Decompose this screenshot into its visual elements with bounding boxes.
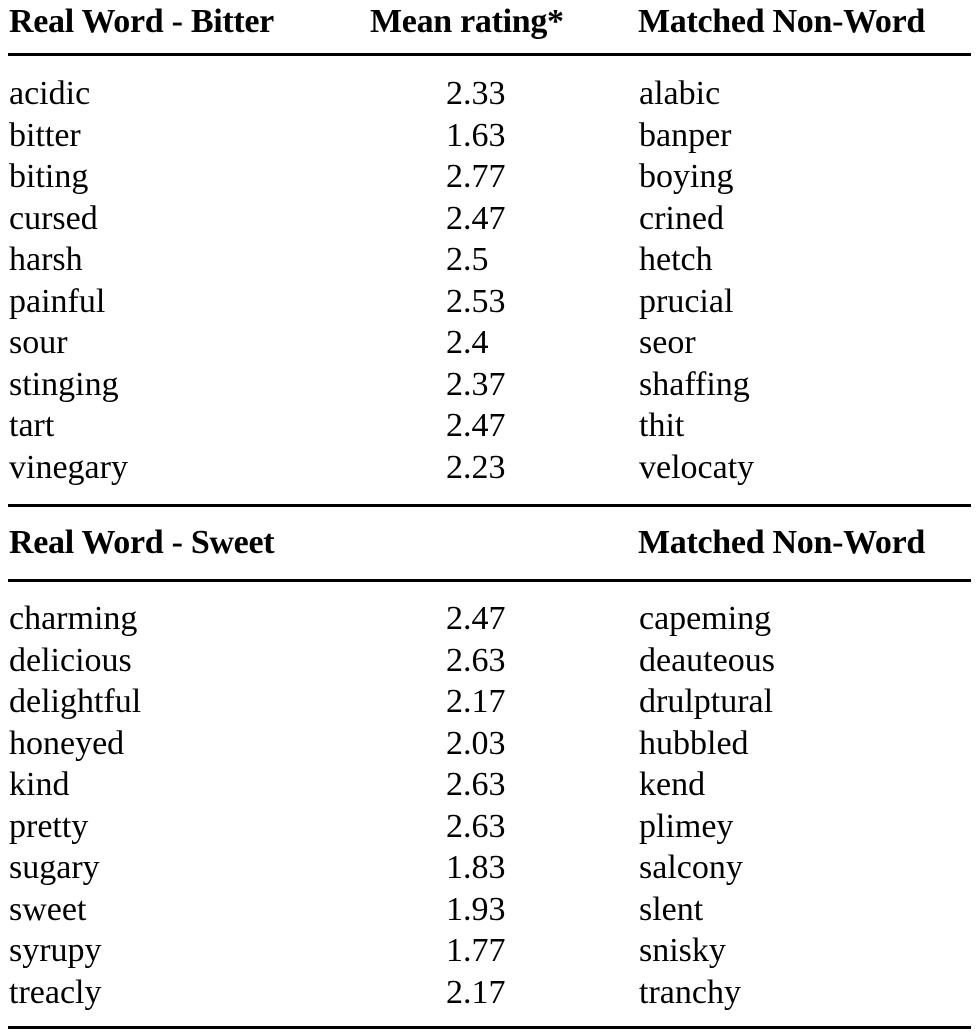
table-row bbox=[0, 681, 979, 723]
table-row bbox=[0, 847, 979, 889]
real-word-cell: acidic bbox=[9, 75, 91, 112]
mean-rating-cell: 2.03 bbox=[446, 724, 506, 762]
matched-non-word-cell: deauteous bbox=[639, 641, 775, 679]
matched-non-word-cell: capeming bbox=[639, 600, 772, 637]
real-word-cell: kind bbox=[9, 766, 70, 803]
matched-non-word-cell: salcony bbox=[639, 849, 743, 886]
matched-non-word-cell: banper bbox=[639, 116, 732, 154]
table-row bbox=[0, 281, 979, 323]
table-row bbox=[0, 73, 979, 115]
table-row bbox=[0, 156, 979, 198]
header-real-word-bitter: Real Word - Bitter bbox=[9, 3, 274, 40]
mean-rating-cell: 2.63 bbox=[446, 807, 506, 845]
mean-rating-cell: 2.17 bbox=[446, 973, 506, 1011]
matched-non-word-cell: seor bbox=[639, 324, 696, 361]
real-word-cell: syrupy bbox=[9, 932, 102, 969]
matched-non-word-cell: snisky bbox=[639, 932, 726, 969]
mean-rating-cell: 2.47 bbox=[446, 199, 506, 237]
header-matched-non-word-sweet: Matched Non-Word bbox=[638, 524, 926, 561]
mean-rating-cell: 2.63 bbox=[446, 766, 506, 803]
table-row bbox=[0, 640, 979, 682]
real-word-cell: sour bbox=[9, 324, 68, 361]
matched-non-word-cell: velocaty bbox=[639, 448, 755, 486]
table-row bbox=[0, 447, 979, 489]
table-row bbox=[0, 198, 979, 240]
matched-non-word-cell: slent bbox=[639, 890, 704, 928]
real-word-cell: delicious bbox=[9, 641, 132, 679]
real-word-cell: delightful bbox=[9, 683, 142, 720]
mean-rating-cell: 2.33 bbox=[446, 75, 506, 112]
mean-rating-cell: 2.47 bbox=[446, 407, 506, 444]
header-rule bbox=[8, 53, 971, 56]
mean-rating-cell: 2.53 bbox=[446, 282, 506, 320]
mean-rating-cell: 2.47 bbox=[446, 600, 506, 637]
mean-rating-cell: 1.77 bbox=[446, 932, 506, 969]
matched-non-word-cell: hetch bbox=[639, 241, 713, 278]
matched-non-word-cell: prucial bbox=[639, 282, 734, 320]
real-word-cell: bitter bbox=[9, 116, 81, 154]
real-word-cell: sugary bbox=[9, 849, 100, 886]
real-word-cell: biting bbox=[9, 158, 89, 195]
real-word-cell: treacly bbox=[9, 973, 102, 1011]
table-row bbox=[0, 239, 979, 281]
section-divider-rule bbox=[8, 504, 971, 507]
table-row bbox=[0, 889, 979, 931]
table-row bbox=[0, 972, 979, 1014]
table-row bbox=[0, 405, 979, 447]
header-matched-non-word: Matched Non-Word bbox=[638, 3, 926, 40]
mean-rating-cell: 1.83 bbox=[446, 849, 506, 886]
matched-non-word-cell: thit bbox=[639, 407, 685, 444]
real-word-cell: painful bbox=[9, 282, 106, 320]
bottom-rule bbox=[8, 1026, 971, 1029]
matched-non-word-cell: plimey bbox=[639, 807, 734, 845]
sweet-header-rule bbox=[8, 579, 971, 582]
table-row bbox=[0, 930, 979, 972]
mean-rating-cell: 2.37 bbox=[446, 365, 506, 403]
real-word-cell: vinegary bbox=[9, 448, 128, 486]
header-real-word-sweet: Real Word - Sweet bbox=[9, 524, 275, 561]
mean-rating-cell: 2.23 bbox=[446, 448, 506, 486]
matched-non-word-cell: drulptural bbox=[639, 683, 774, 720]
mean-rating-cell: 2.5 bbox=[446, 241, 489, 278]
table-row bbox=[0, 364, 979, 406]
mean-rating-cell: 1.63 bbox=[446, 116, 506, 154]
real-word-cell: stinging bbox=[9, 365, 119, 403]
matched-non-word-cell: shaffing bbox=[639, 365, 750, 403]
table-row bbox=[0, 322, 979, 364]
matched-non-word-cell: alabic bbox=[639, 75, 721, 112]
matched-non-word-cell: crined bbox=[639, 199, 724, 237]
real-word-cell: tart bbox=[9, 407, 55, 444]
mean-rating-cell: 2.4 bbox=[446, 324, 489, 361]
matched-non-word-cell: kend bbox=[639, 766, 706, 803]
mean-rating-cell: 2.77 bbox=[446, 158, 506, 195]
mean-rating-cell: 2.63 bbox=[446, 641, 506, 679]
real-word-cell: cursed bbox=[9, 199, 98, 237]
matched-non-word-cell: tranchy bbox=[639, 973, 741, 1011]
matched-non-word-cell: hubbled bbox=[639, 724, 749, 762]
real-word-cell: honeyed bbox=[9, 724, 125, 762]
real-word-cell: pretty bbox=[9, 807, 89, 845]
mean-rating-cell: 2.17 bbox=[446, 683, 506, 720]
mean-rating-cell: 1.93 bbox=[446, 890, 506, 928]
table-row bbox=[0, 115, 979, 157]
real-word-cell: sweet bbox=[9, 890, 87, 928]
header-mean-rating: Mean rating* bbox=[370, 3, 564, 40]
real-word-cell: harsh bbox=[9, 241, 83, 278]
table-row bbox=[0, 806, 979, 848]
real-word-cell: charming bbox=[9, 600, 138, 637]
table-row bbox=[0, 764, 979, 806]
matched-non-word-cell: boying bbox=[639, 158, 734, 195]
table-row bbox=[0, 598, 979, 640]
table-row bbox=[0, 723, 979, 765]
